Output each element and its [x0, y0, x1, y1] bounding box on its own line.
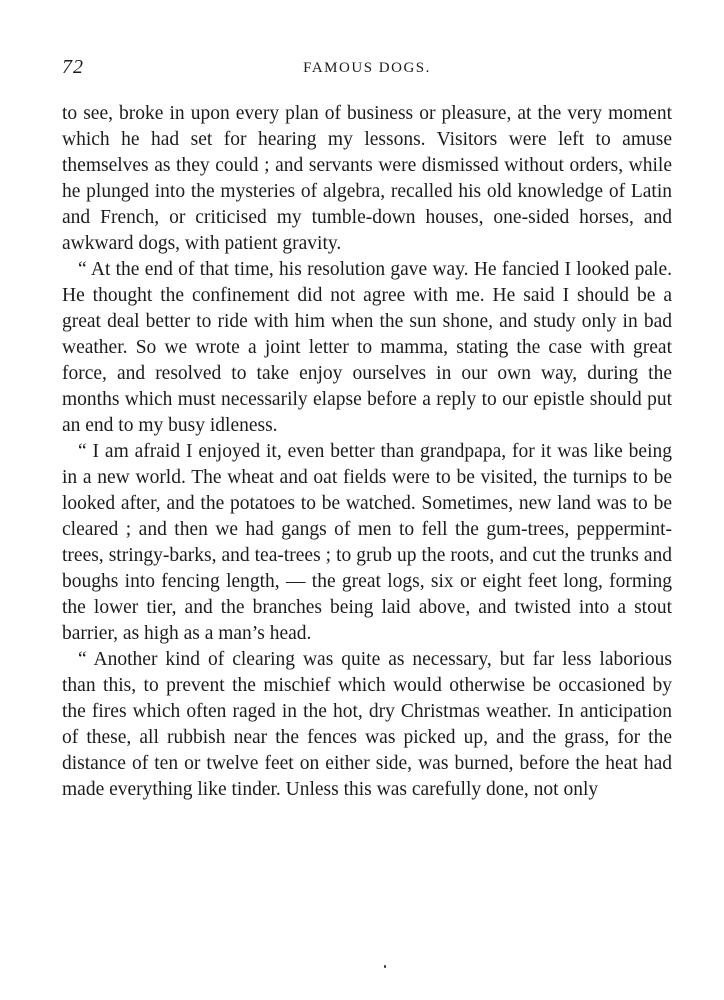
- paragraph: “ I am afraid I enjoyed it, even better than grandpapa, for it was like being in a new world. The wheat and oat fields were to be visited, the turnips to be looked after, and the potatoes to be watched. Sometimes, new land was to be cleared ; and then we had gangs of men to fell the gum-trees, peppermint-trees, stringy-barks, and tea-trees ; to grub up the roots, and cut the trunks and boughs into fencing length, — the great logs, six or eight feet long, forming the lower tier, and the branches being laid above, and twisted into a stout barrier, as high as a man’s head.: [62, 441, 672, 644]
- print-speck: [384, 965, 386, 968]
- paragraph-continued: to see, broke in upon every plan of business or pleasure, at the very moment which he had set for hearing my lessons. Visitors were left to amuse themselves as they could ; and servants were dismissed without orders, while he plunged into the mysteries of algebra, recalled his old knowledge of Latin and French, or criticised my tumble-down houses, one-sided horses, and awkward dogs, with patient gravity.: [62, 103, 672, 254]
- body-text: [62, 101, 672, 803]
- page-number: 72: [62, 56, 84, 78]
- paragraph: “ At the end of that time, his resolution gave way. He fancied I looked pale. He thought the confinement did not agree with me. He said I should be a great deal better to ride with him when the sun shone, and study only in bad weather. So we wrote a joint letter to mamma, stating the case with great force, and resolved to take enjoy ourselves in our own way, during the months which must necessarily elapse before a reply to our epistle should put an end to my busy idleness.: [62, 259, 672, 436]
- running-head: [62, 56, 672, 86]
- paragraph: “ Another kind of clearing was quite as necessary, but far less laborious than this, to prevent the mischief which would otherwise be occasioned by the fires which often raged in the hot, dry Christmas weather. In anticipation of these, all rubbish near the fences was picked up, and the grass, for the distance of ten or twelve feet on either side, was burned, before the heat had made everything like tinder. Unless this was carefully done, not only: [62, 649, 672, 800]
- running-title: FAMOUS DOGS.: [303, 60, 431, 76]
